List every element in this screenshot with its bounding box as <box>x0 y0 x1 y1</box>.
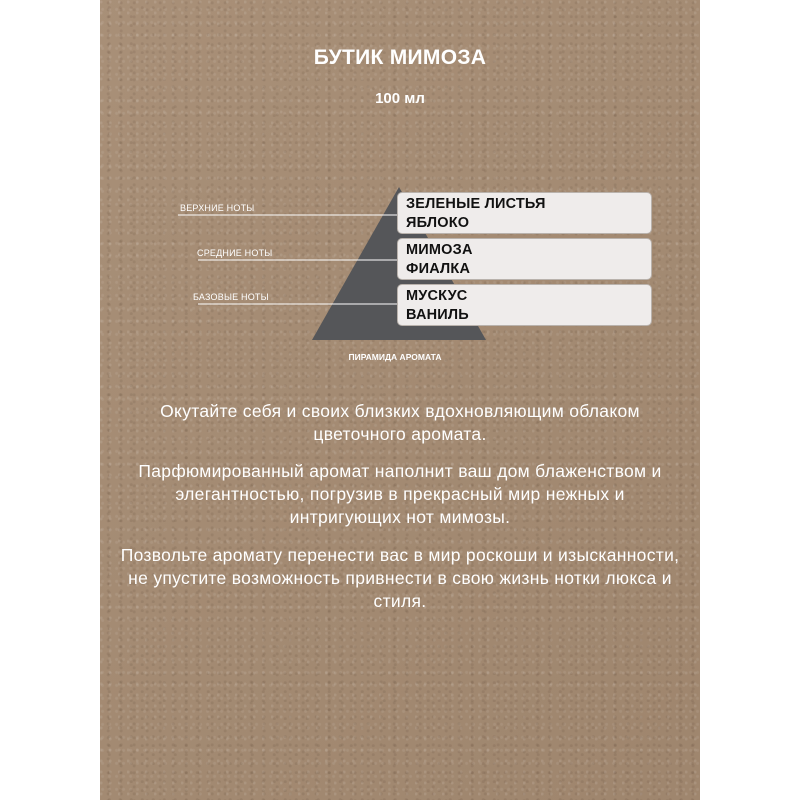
product-title: БУТИК МИМОЗА <box>313 46 487 69</box>
top-note: ЗЕЛЕНЫЕ ЛИСТЬЯ <box>406 196 546 212</box>
middle-note: МИМОЗА <box>406 242 473 258</box>
product-volume: 100 мл <box>375 90 425 107</box>
description-paragraph-2: Парфюмированный аромат наполнит ваш дом блаженством и элегантностью, погрузив в прекрасный мир нежных и интригующих нот мимозы. <box>138 461 662 527</box>
base-note: МУСКУС <box>406 288 468 304</box>
middle-notes-label: СРЕДНИЕ НОТЫ <box>197 248 273 258</box>
base-note: ВАНИЛЬ <box>406 307 469 323</box>
description-paragraph-1: Окутайте себя и своих близких вдохновляющим облаком цветочного аромата. <box>160 401 640 444</box>
top-notes-label: ВЕРХНИЕ НОТЫ <box>180 203 255 213</box>
top-note: ЯБЛОКО <box>406 215 470 231</box>
product-card <box>100 0 700 800</box>
top-notes-box <box>397 192 652 234</box>
middle-notes-box <box>397 238 652 280</box>
base-notes-box <box>397 284 652 326</box>
base-notes-label: БАЗОВЫЕ НОТЫ <box>193 292 269 302</box>
pyramid-caption: ПИРАМИДА АРОМАТА <box>348 352 442 362</box>
middle-note: ФИАЛКА <box>406 261 471 277</box>
description-paragraph-3: Позвольте аромату перенести вас в мир роскоши и изысканности, не упустите возможность привнести в свою жизнь нотки люкса и стиля. <box>120 545 680 611</box>
